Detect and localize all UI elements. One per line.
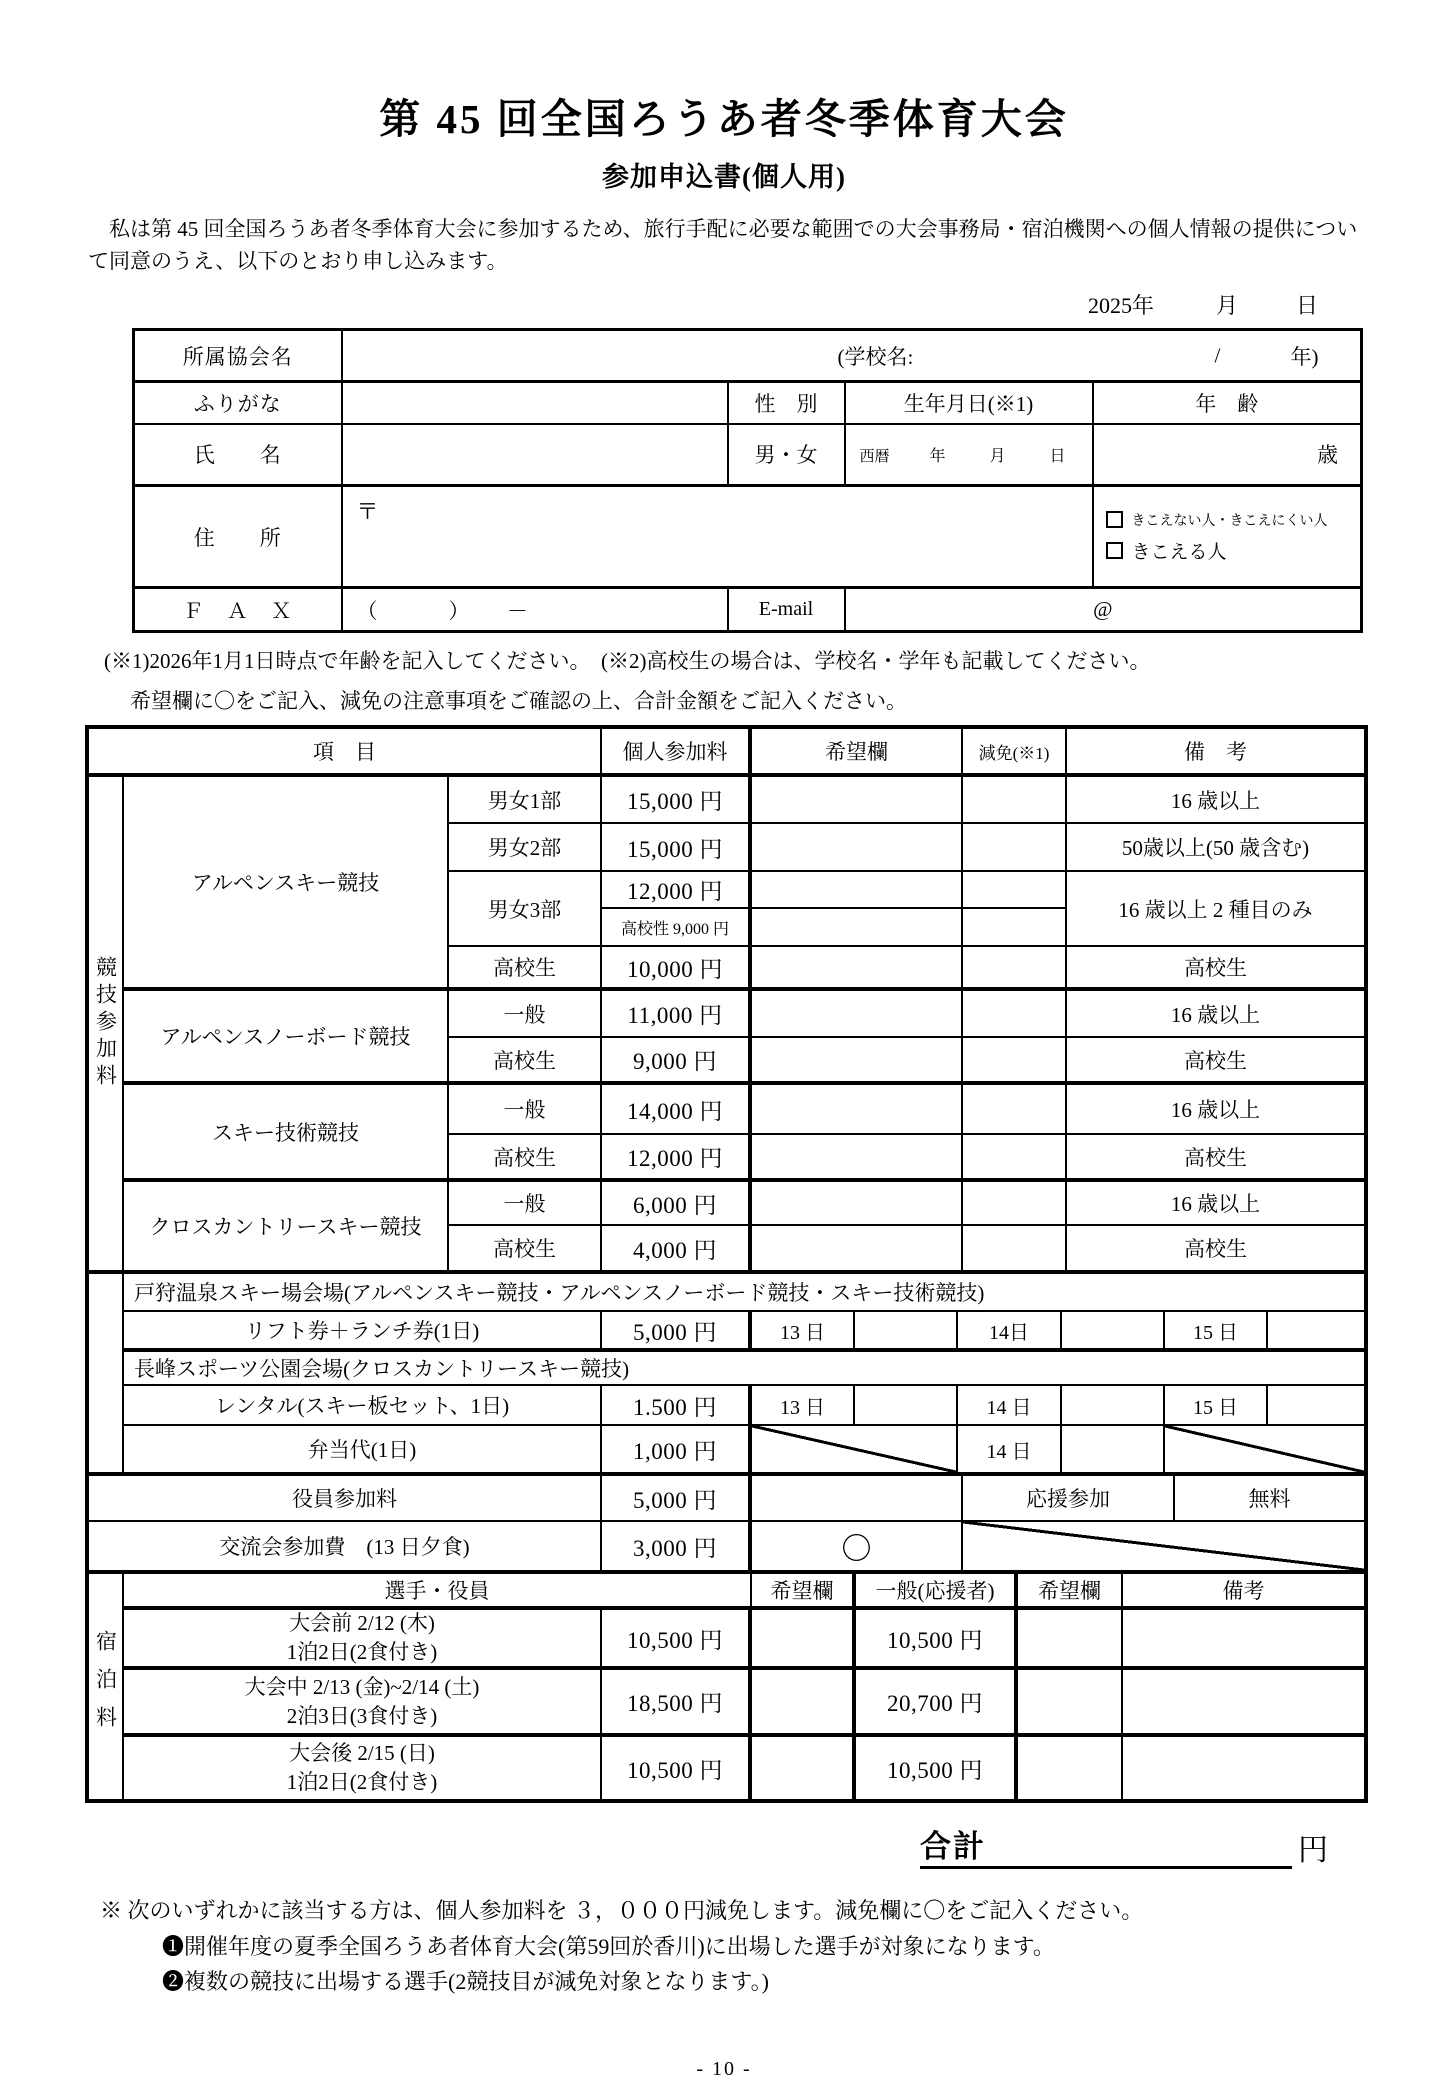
month-unit: 月 bbox=[989, 447, 1006, 465]
header-players-officers: 選手・役員 bbox=[124, 1574, 752, 1610]
association-name-label: 所属協会名 bbox=[134, 330, 342, 382]
lift-ticket-label: リフト券＋ランチ券(1日) bbox=[124, 1312, 602, 1352]
general-fee-value: 20,700 円 bbox=[856, 1670, 1018, 1737]
wish-cell[interactable] bbox=[752, 1670, 856, 1737]
reduction-note-main: ※ 次のいずれかに該当する方は、個人参加料を ３，０００円減免します。減免欄に〇をご記入ください。 bbox=[100, 1898, 1144, 1923]
age-footnote: (※1)2026年1月1日時点で年齢を記入してください。 (※2)高校生の場合は、学校名・学年も記載してください。 bbox=[104, 649, 1151, 673]
remark: 16 歳以上 bbox=[1067, 777, 1364, 824]
fee-value: 10,500 円 bbox=[602, 1610, 752, 1670]
venue-options-section bbox=[89, 1270, 1364, 1472]
crossed-out-cell bbox=[963, 1522, 1364, 1570]
group-cross-country: クロスカントリースキー競技 bbox=[124, 1182, 449, 1270]
checkbox-icon[interactable] bbox=[1106, 511, 1123, 528]
fee-value: 10,000 円 bbox=[602, 947, 752, 991]
day-entry-cell[interactable] bbox=[1062, 1426, 1165, 1472]
wish-cell[interactable] bbox=[752, 1085, 963, 1135]
remark: 50歳以上(50 歳含む) bbox=[1067, 824, 1364, 872]
section-spacer bbox=[89, 1274, 124, 1472]
reduction-cell[interactable] bbox=[963, 909, 1067, 947]
reduction-cell[interactable] bbox=[963, 991, 1067, 1038]
day-label-15: 15 日 bbox=[1165, 1312, 1268, 1352]
fee-value: 1,000 円 bbox=[602, 1426, 752, 1472]
day-label-13: 13 日 bbox=[752, 1312, 855, 1352]
lodging-row-label bbox=[124, 1737, 602, 1799]
fee-value: 11,000 円 bbox=[602, 991, 752, 1038]
wish-cell[interactable] bbox=[752, 947, 963, 991]
fee-value: 15,000 円 bbox=[602, 824, 752, 872]
wish-cell[interactable] bbox=[752, 777, 963, 824]
total-line bbox=[0, 1821, 1328, 1869]
header-wish: 希望欄 bbox=[752, 729, 963, 777]
wish-cell[interactable] bbox=[1018, 1670, 1123, 1737]
fee-value: 3,000 円 bbox=[602, 1522, 752, 1570]
fee-value: 12,000 円 bbox=[602, 872, 752, 909]
day-label-14: 14日 bbox=[958, 1312, 1062, 1352]
day-label-13: 13 日 bbox=[752, 1386, 855, 1426]
wish-cell[interactable] bbox=[752, 991, 963, 1038]
year-unit: 年 bbox=[929, 447, 946, 465]
remark: 16 歳以上 2 種目のみ bbox=[1067, 872, 1364, 947]
day-unit: 日 bbox=[1049, 447, 1066, 465]
header-general-supporter: 一般(応援者) bbox=[856, 1574, 1018, 1610]
reduction-cell[interactable] bbox=[963, 947, 1067, 991]
reduction-cell[interactable] bbox=[963, 1085, 1067, 1135]
rental-label: レンタル(スキー板セット、1日) bbox=[124, 1386, 602, 1426]
crossed-out-cell bbox=[752, 1426, 958, 1472]
day-entry-cell[interactable] bbox=[1268, 1386, 1364, 1426]
general-fee-value: 10,500 円 bbox=[856, 1610, 1018, 1670]
association-name-field[interactable] bbox=[342, 330, 1362, 382]
fee-value: 15,000 円 bbox=[602, 777, 752, 824]
checkbox-icon[interactable] bbox=[1106, 542, 1123, 559]
group-ski-technique: スキー技術競技 bbox=[124, 1085, 449, 1182]
fee-value: 10,500 円 bbox=[602, 1737, 752, 1799]
hearing-status-cell bbox=[1093, 486, 1362, 588]
lodging-plan: 2泊3日(3食付き) bbox=[286, 1703, 438, 1728]
officer-party-section bbox=[89, 1472, 1364, 1570]
venue-header-nagamine: 長峰スポーツ公園会場(クロスカントリースキー競技) bbox=[124, 1352, 1364, 1386]
row-label: 一般 bbox=[449, 1182, 602, 1226]
era-label: 西暦 bbox=[859, 448, 890, 465]
wish-cell[interactable] bbox=[752, 1610, 856, 1670]
total-unit: 円 bbox=[1298, 1834, 1328, 1867]
day-entry-cell[interactable] bbox=[855, 1386, 958, 1426]
header-wish: 希望欄 bbox=[1018, 1574, 1123, 1610]
remark-cell[interactable] bbox=[1123, 1670, 1364, 1737]
email-field[interactable]: @ bbox=[845, 588, 1362, 632]
header-item: 項 目 bbox=[89, 729, 602, 777]
date-month-label: 月 bbox=[1215, 293, 1238, 318]
support-participation-label: 応援参加 bbox=[963, 1476, 1175, 1522]
section-label-lodging: 宿泊料 bbox=[89, 1574, 124, 1799]
remark: 16 歳以上 bbox=[1067, 991, 1364, 1038]
page-title: 第 45 回全国ろうあ者冬季体育大会 bbox=[379, 96, 1069, 142]
reduction-note-1: ❶開催年度の夏季全国ろうあ者体育大会(第59回於香川)に出場した選手が対象になります。 bbox=[162, 1933, 1055, 1959]
wish-cell[interactable] bbox=[752, 1182, 963, 1226]
day-label-14: 14 日 bbox=[958, 1426, 1062, 1472]
crossed-out-cell bbox=[1165, 1426, 1364, 1472]
circle-mark[interactable]: 〇 bbox=[752, 1522, 963, 1570]
row-label: 高校生 bbox=[449, 1226, 602, 1270]
row-label: 一般 bbox=[449, 991, 602, 1038]
sex-choice[interactable]: 男・女 bbox=[728, 424, 845, 486]
reduction-cell[interactable] bbox=[963, 872, 1067, 909]
lunch-box-label: 弁当代(1日) bbox=[124, 1426, 602, 1472]
header-individual-fee: 個人参加料 bbox=[602, 729, 752, 777]
wish-cell[interactable] bbox=[752, 1226, 963, 1270]
hearing-option-deaf[interactable] bbox=[1106, 510, 1357, 530]
lodging-section bbox=[89, 1570, 1364, 1799]
fee-value: 14,000 円 bbox=[602, 1085, 752, 1135]
reduction-cell[interactable] bbox=[963, 824, 1067, 872]
date-line bbox=[0, 289, 1318, 320]
group-alpine-ski: アルペンスキー競技 bbox=[124, 777, 449, 991]
date-year: 2025年 bbox=[1087, 293, 1154, 318]
hearing-option-deaf-label: きこえない人・きこえにくい人 bbox=[1131, 513, 1328, 529]
wish-cell[interactable] bbox=[752, 909, 963, 947]
party-fee-label: 交流会参加費 (13 日夕食) bbox=[89, 1522, 602, 1570]
remark: 高校生 bbox=[1067, 1135, 1364, 1182]
wish-cell[interactable] bbox=[1018, 1737, 1123, 1799]
competition-fee-section bbox=[89, 729, 1364, 1270]
age-unit: 歳 bbox=[1317, 443, 1338, 468]
wish-cell[interactable] bbox=[752, 824, 963, 872]
fax-field[interactable]: （ ） － bbox=[342, 588, 728, 632]
furigana-label: ふりがな bbox=[134, 382, 342, 424]
officer-fee-label: 役員参加料 bbox=[89, 1476, 602, 1522]
age-field[interactable] bbox=[1093, 424, 1362, 486]
email-label: E-mail bbox=[728, 588, 845, 632]
fee-value-highschool: 高校性 9,000 円 bbox=[602, 909, 752, 947]
fee-value: 18,500 円 bbox=[602, 1670, 752, 1737]
fee-value: 5,000 円 bbox=[602, 1476, 752, 1522]
page-subtitle: 参加申込書(個人用) bbox=[602, 162, 846, 192]
fee-value: 12,000 円 bbox=[602, 1135, 752, 1182]
address-field[interactable] bbox=[342, 486, 1093, 588]
date-day-label: 日 bbox=[1295, 293, 1318, 318]
row-label: 男女3部 bbox=[449, 872, 602, 947]
wish-cell[interactable] bbox=[752, 1476, 963, 1522]
fax-label: Ｆ Ａ Ｘ bbox=[134, 588, 342, 632]
row-label: 男女1部 bbox=[449, 777, 602, 824]
intro-paragraph: 私は第 45 回全国ろうあ者冬季体育大会に参加するため、旅行手配に必要な範囲での大会事務局・宿泊機関への個人情報の提供について同意のうえ、以下のとおり申し込みます。 bbox=[88, 217, 1358, 273]
remark-cell[interactable] bbox=[1123, 1737, 1364, 1799]
fee-table bbox=[85, 725, 1368, 1803]
total-amount-field[interactable] bbox=[986, 1865, 1292, 1866]
fill-instruction: 希望欄に〇をご記入、減免の注意事項をご確認の上、合計金額をご記入ください。 bbox=[130, 689, 907, 713]
reduction-cell[interactable] bbox=[963, 1226, 1067, 1270]
lodging-plan: 1泊2日(2食付き) bbox=[286, 1770, 438, 1794]
reduction-cell[interactable] bbox=[963, 777, 1067, 824]
day-entry-cell[interactable] bbox=[1062, 1386, 1165, 1426]
birthdate-field[interactable] bbox=[845, 424, 1093, 486]
total-label: 合計 bbox=[920, 1829, 986, 1864]
school-year-label: 年) bbox=[1290, 344, 1319, 369]
lodging-date: 大会前 2/12 (木) bbox=[289, 1611, 435, 1636]
name-label: 氏 名 bbox=[134, 424, 342, 486]
remark: 高校生 bbox=[1184, 1237, 1247, 1261]
row-label: 男女2部 bbox=[449, 824, 602, 872]
wish-cell[interactable] bbox=[752, 1135, 963, 1182]
age-header: 年 齢 bbox=[1093, 382, 1362, 424]
lodging-row-label bbox=[124, 1670, 602, 1737]
day-entry-cell[interactable] bbox=[855, 1312, 958, 1352]
header-remarks: 備 考 bbox=[1067, 729, 1364, 777]
header-remarks: 備考 bbox=[1123, 1574, 1364, 1610]
lodging-date: 大会中 2/13 (金)~2/14 (土) bbox=[244, 1674, 480, 1699]
day-entry-cell[interactable] bbox=[1268, 1312, 1364, 1352]
fee-value: 9,000 円 bbox=[602, 1038, 752, 1085]
day-label-15: 15 日 bbox=[1165, 1386, 1268, 1426]
fee-value: 4,000 円 bbox=[602, 1226, 752, 1270]
postal-mark: 〒 bbox=[356, 499, 379, 524]
row-label: 一般 bbox=[449, 1085, 602, 1135]
reduction-cell[interactable] bbox=[963, 1038, 1067, 1085]
reduction-cell[interactable] bbox=[963, 1135, 1067, 1182]
day-label-14: 14 日 bbox=[958, 1386, 1062, 1426]
remark: 高校生 bbox=[1067, 947, 1364, 991]
personal-info-table bbox=[132, 328, 1363, 633]
header-wish: 希望欄 bbox=[752, 1574, 856, 1610]
day-entry-cell[interactable] bbox=[1062, 1312, 1165, 1352]
birthdate-header: 生年月日(※1) bbox=[845, 382, 1093, 424]
wish-cell[interactable] bbox=[1018, 1610, 1123, 1670]
remark: 高校生 bbox=[1067, 1038, 1364, 1085]
row-label: 高校生 bbox=[449, 1038, 602, 1085]
remark: 16 歳以上 bbox=[1067, 1182, 1364, 1226]
free-label: 無料 bbox=[1175, 1476, 1364, 1522]
sex-header: 性 別 bbox=[728, 382, 845, 424]
furigana-field[interactable] bbox=[342, 382, 728, 424]
venue-header-togari: 戸狩温泉スキー場会場(アルペンスキー競技・アルペンスノーボード競技・スキー技術競技) bbox=[124, 1274, 1364, 1312]
row-label: 高校生 bbox=[449, 947, 602, 991]
name-field[interactable] bbox=[342, 424, 728, 486]
remark: 16 歳以上 bbox=[1067, 1085, 1364, 1135]
reduction-cell[interactable] bbox=[963, 1182, 1067, 1226]
lodging-date: 大会後 2/15 (日) bbox=[289, 1741, 435, 1766]
birthdate-entry bbox=[846, 443, 1092, 466]
school-grade-slash: / bbox=[1214, 343, 1221, 367]
lodging-row-label bbox=[124, 1610, 602, 1670]
section-label-competition-fee: 競技参加料 bbox=[89, 777, 124, 1270]
wish-cell[interactable] bbox=[752, 1737, 856, 1799]
page-number: - 10 - bbox=[696, 2057, 752, 2080]
remark-cell[interactable] bbox=[1123, 1610, 1364, 1670]
fee-value: 5,000 円 bbox=[602, 1312, 752, 1352]
fee-value: 1.500 円 bbox=[602, 1386, 752, 1426]
group-alpine-snowboard: アルペンスノーボード競技 bbox=[124, 991, 449, 1085]
header-reduction: 減免(※1) bbox=[963, 729, 1067, 777]
address-label: 住 所 bbox=[134, 486, 342, 588]
hearing-option-hearing-label: きこえる人 bbox=[1131, 541, 1227, 563]
general-fee-value: 10,500 円 bbox=[856, 1737, 1018, 1799]
row-label: 高校生 bbox=[449, 1135, 602, 1182]
fee-value: 6,000 円 bbox=[602, 1182, 752, 1226]
reduction-notes bbox=[100, 1893, 1448, 2000]
school-name-label: (学校名: bbox=[837, 344, 914, 369]
hearing-option-hearing[interactable] bbox=[1106, 537, 1357, 564]
lodging-plan: 1泊2日(2食付き) bbox=[286, 1640, 438, 1664]
wish-cell[interactable] bbox=[752, 872, 963, 909]
reduction-note-2: ❷複数の競技に出場する選手(2競技目が減免対象となります。) bbox=[162, 1969, 769, 1995]
wish-cell[interactable] bbox=[752, 1038, 963, 1085]
